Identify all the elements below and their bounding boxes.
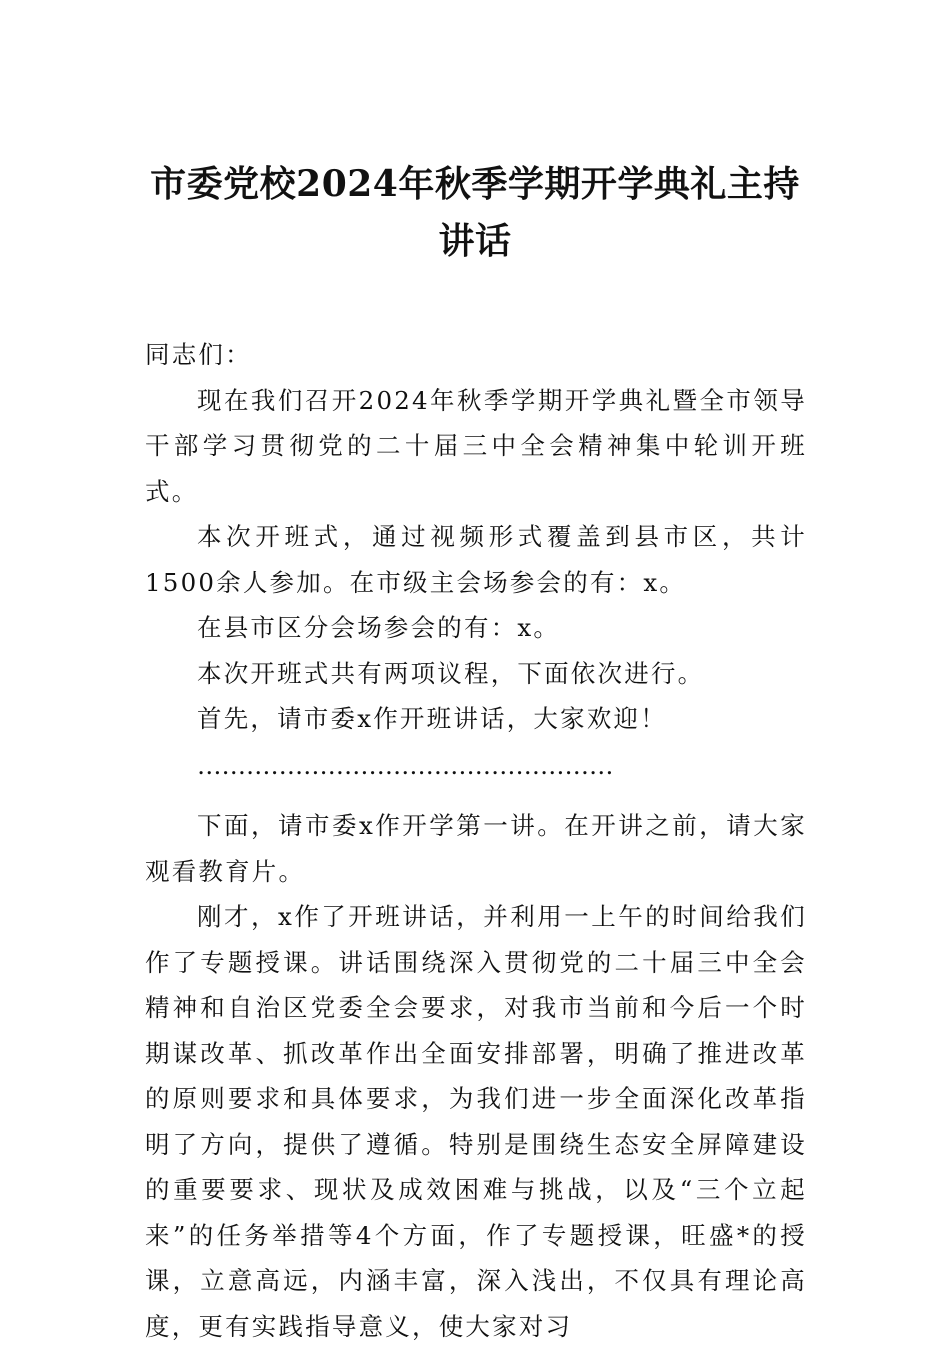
paragraph-branch-venues: 在县市区分会场参会的有：x。: [197, 613, 561, 642]
salutation: 同志们：: [145, 340, 252, 369]
paragraph-first-item: 首先，请市委x作开班讲话，大家欢迎！: [197, 704, 667, 733]
paragraph-attendance: 本次开班式，通过视频形式覆盖到县市区，共计1500余人参加。在市级主会场参会的有：x。: [145, 522, 807, 597]
paragraph-agenda: 本次开班式共有两项议程，下面依次进行。: [197, 658, 705, 688]
document-title: 市委党校2024年秋季学期开学典礼主持讲话: [150, 163, 800, 262]
paragraph-summary: 刚才，x作了开班讲话，并利用一上午的时间给我们作了专题授课。讲话围绕深入贯彻党的二十届三中全会精神和自治区党委全会要求，对我市当前和今后一个时期谋改革、抓改革作出全面安排部署，明确了推进改革的原则要求和具体要求，为我们进一步全面深化改革指明了方向，提供了遵循。特别是围绕生态安全屏障建设的重要要求、现状及成效困难与挑战，以及“三个立起来”的任务举措等4个方面，作了专题授课，旺盛*的授课，立意高远，内涵丰富，深入浅出，不仅具有理论高度，更有实践指导意义，使大家对习: [145, 902, 807, 1341]
separator-gap: [145, 787, 807, 803]
paragraph-opening: 现在我们召开2024年秋季学期开学典礼暨全市领导干部学习贯彻党的二十届三中全会精神集中轮训开班式。: [145, 385, 807, 506]
document-body: [145, 332, 807, 1349]
paragraph-second-item: 下面，请市委x作开学第一讲。在开讲之前，请大家观看教育片。: [145, 811, 807, 886]
separator-dots: ……………………………………………: [197, 750, 614, 780]
